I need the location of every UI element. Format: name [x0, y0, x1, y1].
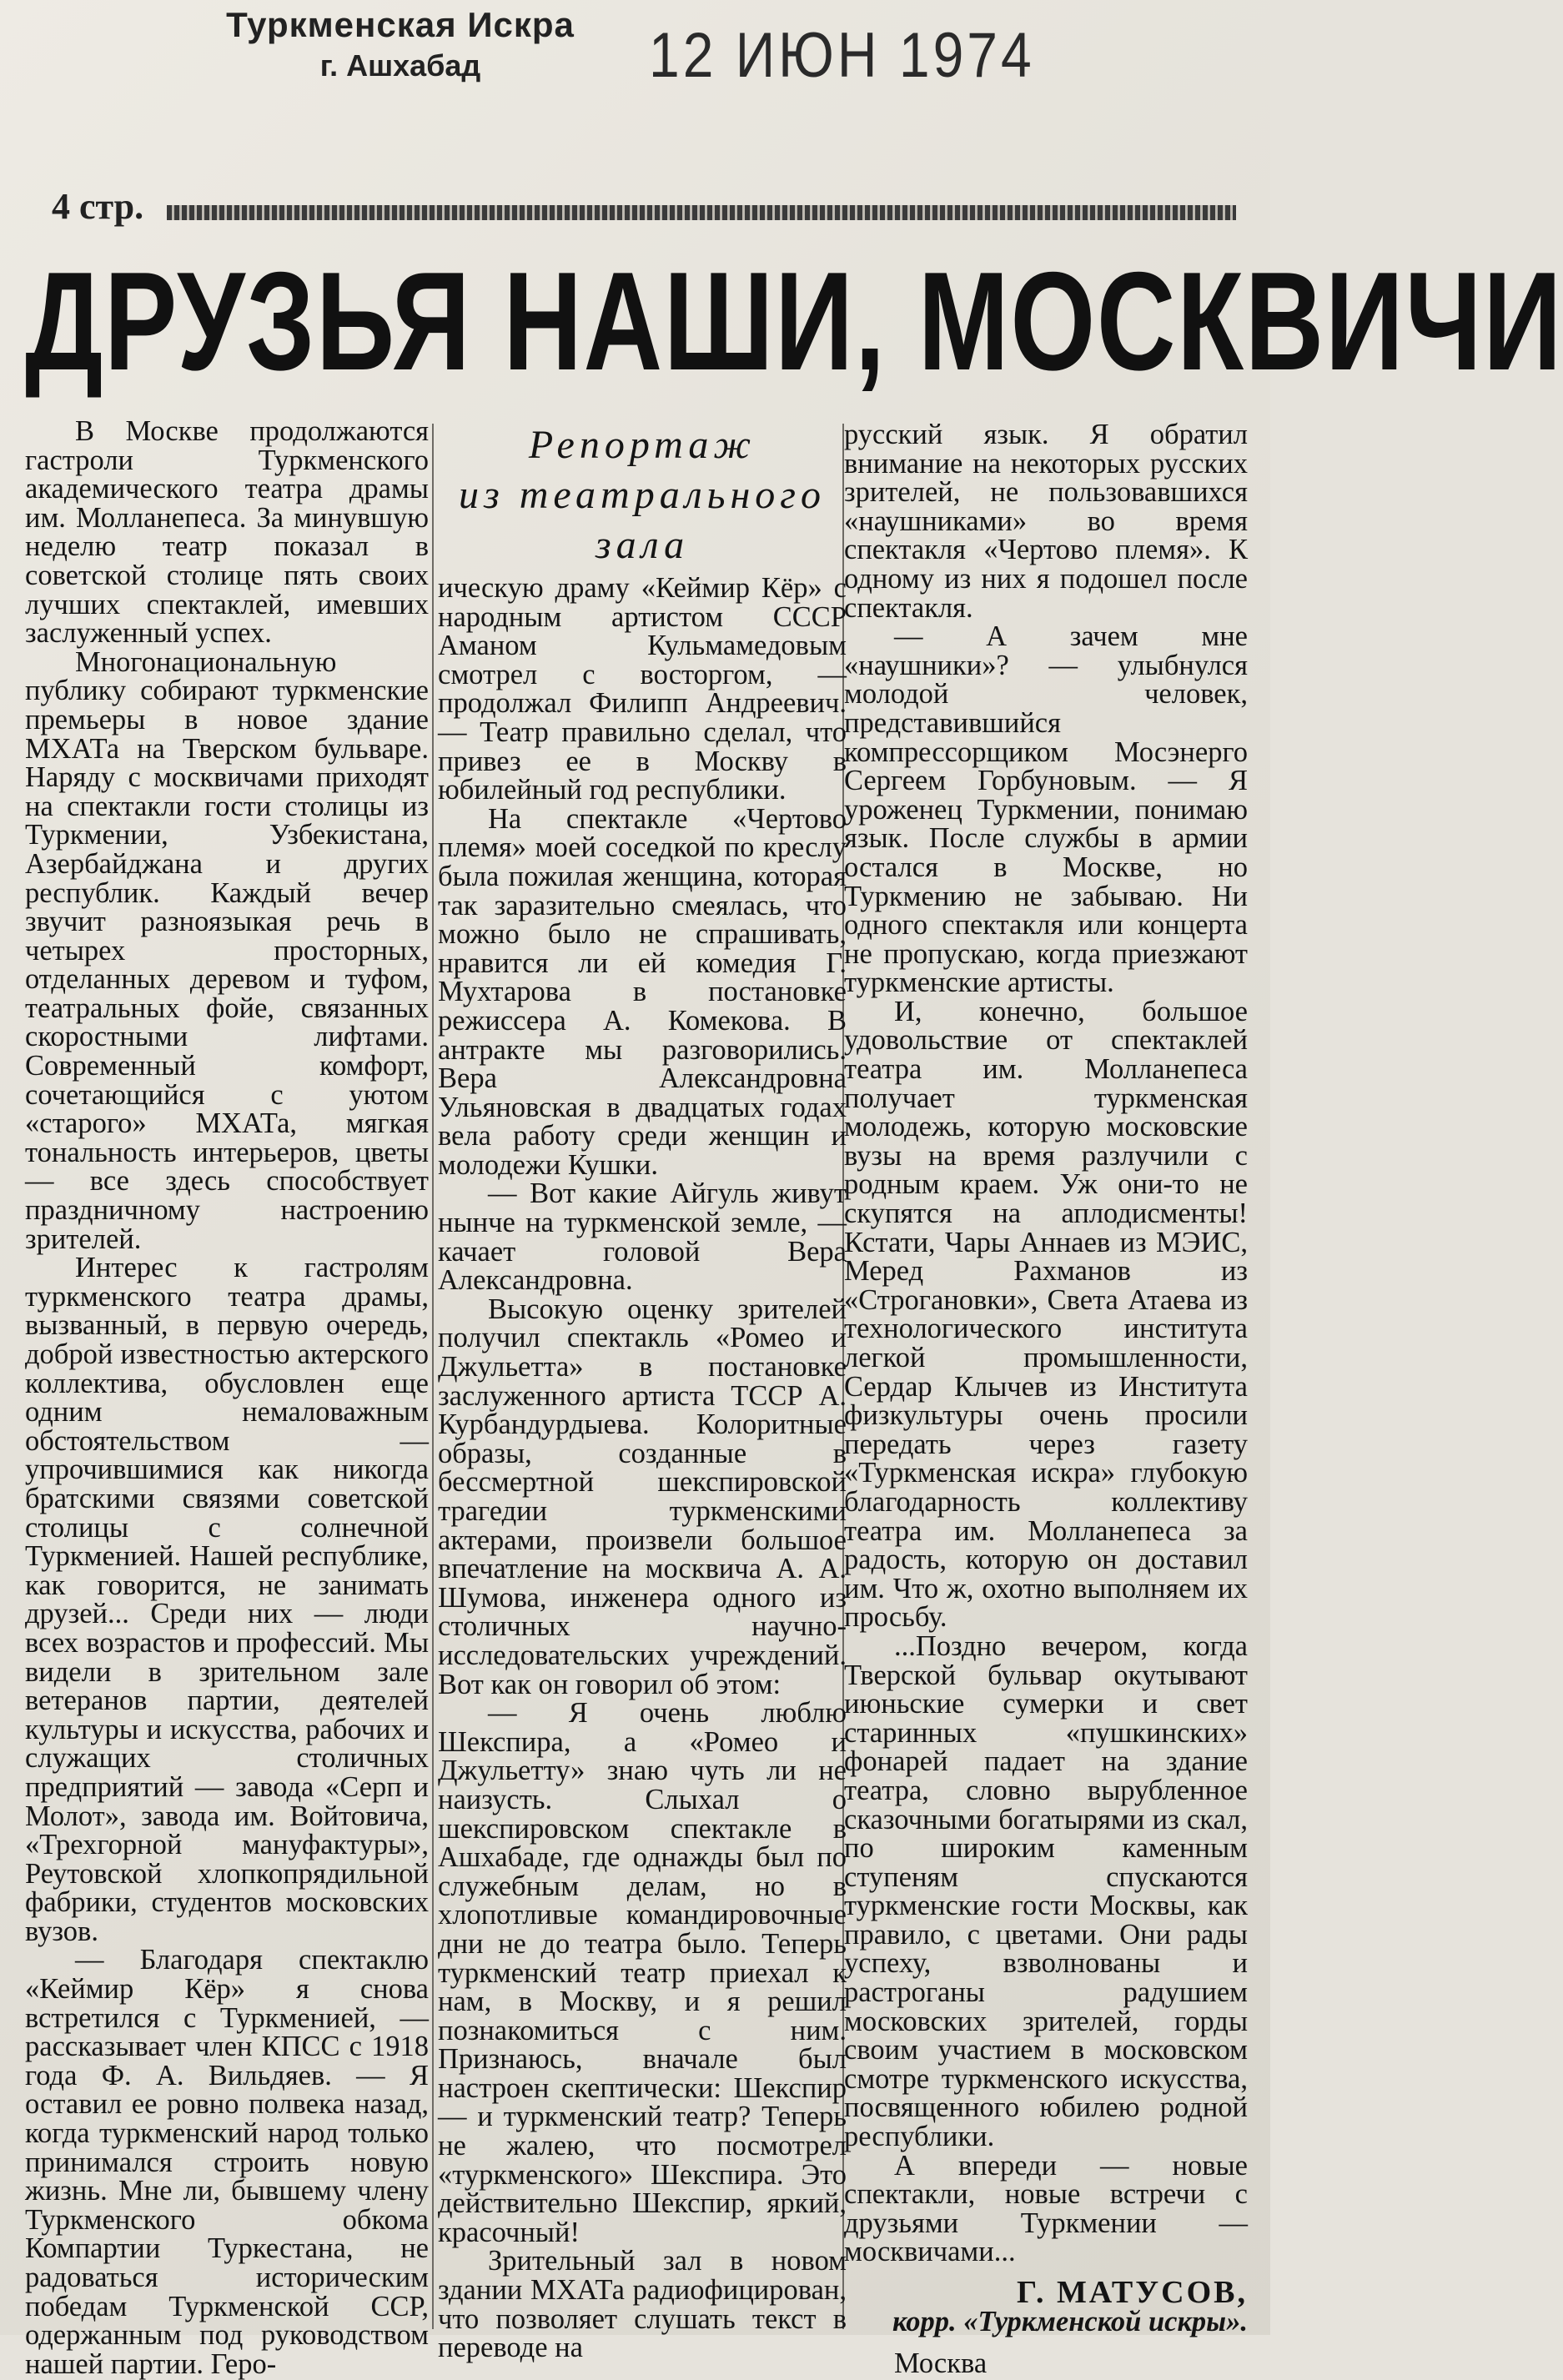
- column-divider: [432, 424, 434, 2329]
- headline: ДРУЗЬЯ НАШИ, МОСКВИЧИ: [25, 243, 1563, 399]
- publication-name: Туркменская Искра: [226, 5, 575, 44]
- author-name: Г. МАТУСОВ,: [1017, 2275, 1248, 2310]
- paragraph: И, конечно, большое удовольствие от спектаклей театра им. Молланепеса получает туркменская молодежь, которую московские вузы на время разлучили с родным краем. Уж они-то не скупятся на аплодисменты! Кстати, Чары Аннаев из МЭИС, Меред Рахманов из «Строгановки», Света Атаева из технологического института легкой промышленности, Сердар Клычев из Института физкультуры очень просили передать через газету «Туркменская искра» глубокую благодарность коллективу театра им. Молланепеса за радость, которую он доставил им. Что ж, охотно выполняем их просьбу.: [844, 995, 1248, 1634]
- publication-stamp: [192, 3, 609, 85]
- paragraph: ическую драму «Кеймир Кёр» с народным артистом СССР Аманом Кульмамедовым смотрел с восторгом, — продолжал Филипп Андреевич. — Театр правильно сделал, что привез ее в Москву в юбилейный год республики.: [438, 572, 847, 806]
- rubric-line: из театрального: [458, 473, 827, 517]
- paragraph: — А зачем мне «наушники»? — улыбнулся молодой человек, представившийся компрессорщиком Мосэнерго Сергеем Горбуновым. — Я уроженец Туркмении, понимаю язык. После службы в армии остался в Москве, но Туркмению не забываю. Ни одного спектакля или концерта не пропускаю, когда приезжают туркменские артисты.: [844, 620, 1248, 999]
- paragraph: — Я очень люблю Шекспира, а «Ромео и Джульетту» знаю чуть ли не наизусть. Слыхал о шекспировском спектакле в Ашхабаде, где однажды был по служебным делам, но в хлопотливые командировочные дни не до театра было. Теперь туркменский театр приехал к нам, в Москву, и я решил познакомиться с ним. Признаюсь, вначале был настроен скептически: Шекспир — и туркменский театр? Теперь не жалею, что посмотрел «туркменского» Шекспира. Это действительно Шекспир, яркий, красочный!: [438, 1697, 847, 2248]
- paragraph: — Благодаря спектаклю «Кеймир Кёр» я снова встретился с Туркменией, — рассказывает член КПСС с 1918 года Ф. А. Вильдяев. — Я оставил ее ровно полвека назад, когда туркменский народ только принимался строить новую жизнь. Мне ли, бывшему члену Туркменского обкома Компартии Туркестана, не радоваться историческим победам Туркменской ССР, одержанным под руководством нашей партии. Геро-: [25, 1944, 429, 2380]
- paragraph: На спектакле «Чертово племя» моей соседкой по креслу была пожилая женщина, которая так заразительно смеялась, что можно было не спрашивать, нравится ли ей комедия Г. Мухтарова в постановке режиссера А. Комекова. В антракте мы разговорились. Вера Александровна Ульяновская в двадцатых годах вела работу среди женщин и молодежи Кушки.: [438, 802, 847, 1181]
- paragraph: Многонациональную публику собирают туркменские премьеры в новое здание МХАТа на Тверском бульваре. Наряду с москвичами приходят на спектакли гости столицы из Туркмении, Узбекистана, Азербайджана и других республик. Каждый вечер звучит разноязыкая речь в четырех просторных, отделанных деревом и туфом, театральных фойе, связанных скоростными лифтами. Современный комфорт, сочетающийся с уютом «старого» МХАТа, мягкая тональность интерьеров, цветы — все здесь способствует праздничному настроению зрителей.: [25, 645, 429, 1255]
- paragraph: — Вот какие Айгуль живут нынче на туркменской земле, — качает головой Вера Александровна.: [438, 1177, 847, 1297]
- paragraph: Зрительный зал в новом здании МХАТа радиофицирован, что позволяет слушать текст в переводе на: [438, 2245, 847, 2364]
- paragraph: Интерес к гастролям туркменского театра драмы, вызванный, в первую очередь, доброй известностью актерского коллектива, обусловлен еще одним немаловажным обстоятельством — упрочившимися как никогда братскими связями советской столицы с солнечной Туркменией. Нашей республике, как говорится, не занимать друзей... Среди них — люди всех возрастов и профессий. Мы видели в зрительном зале ветеранов партии, деятелей культуры и искусства, рабочих и служащих столичных предприятий — завода «Серп и Молот», завода им. Войтовича, «Трехгорной мануфактуры», Реутовской хлопкопрядильной фабрики, студентов московских вузов.: [25, 1252, 429, 1947]
- author-role: корр. «Туркменской искры».: [892, 2305, 1248, 2337]
- rubric-line: Репортаж: [528, 423, 756, 467]
- article-column-3: [844, 420, 1248, 2378]
- article-column-2: [438, 420, 847, 2362]
- article-column-1: [25, 417, 429, 2378]
- rubric: [438, 420, 847, 570]
- rubric-line: зала: [595, 523, 690, 567]
- paragraph: ...Поздно вечером, когда Тверской бульвар окутывают июньские сумерки и свет старинных «пушкинских» фонарей падает на здание театра, словно вырубленное сказочными богатырями из скал, по широким каменным ступеням спускаются туркменские гости Москвы, как правило, с цветами. Они рады успеху, взволнованы и растроганы радушием московских зрителей, горды своим участием в московском смотре туркменского искусства, посвященного юбилею родной республики.: [844, 1629, 1248, 2153]
- paragraph: русский язык. Я обратил внимание на некоторых русских зрителей, не пользовавшихся «наушниками» во время спектакля «Чертово племя». К одному из них я подошел после спектакля.: [844, 419, 1248, 624]
- paragraph: Высокую оценку зрителей получил спектакль «Ромео и Джульетта» в постановке заслуженного артиста ТССР А. Курбандурдыева. Колоритные образы, созданные в бессмертной шекспировской трагедии туркменскими актерами, произвели большое впечатление на москвича А. А. Шумова, инженера одного из столичных научно-исследовательских учреждений. Вот как он говорил об этом:: [438, 1293, 847, 1700]
- paragraph: В Москве продолжаются гастроли Туркменского академического театра драмы им. Молланепеса. За минувшую неделю театр показал в советской столице пять своих лучших спектаклей, имевших заслуженный успех.: [25, 415, 429, 650]
- date-stamp: 12 ИЮН 1974: [649, 19, 1035, 91]
- page-number: 4 стр.: [52, 186, 144, 227]
- publication-city: г. Ашхабад: [319, 48, 481, 83]
- author-signature: [844, 2275, 1248, 2337]
- paragraph: А впереди — новые спектакли, новые встречи с друзьями Туркмении — москвичами...: [844, 2149, 1248, 2268]
- dateline-place: Москва: [894, 2347, 988, 2380]
- header-rule: [167, 205, 1236, 220]
